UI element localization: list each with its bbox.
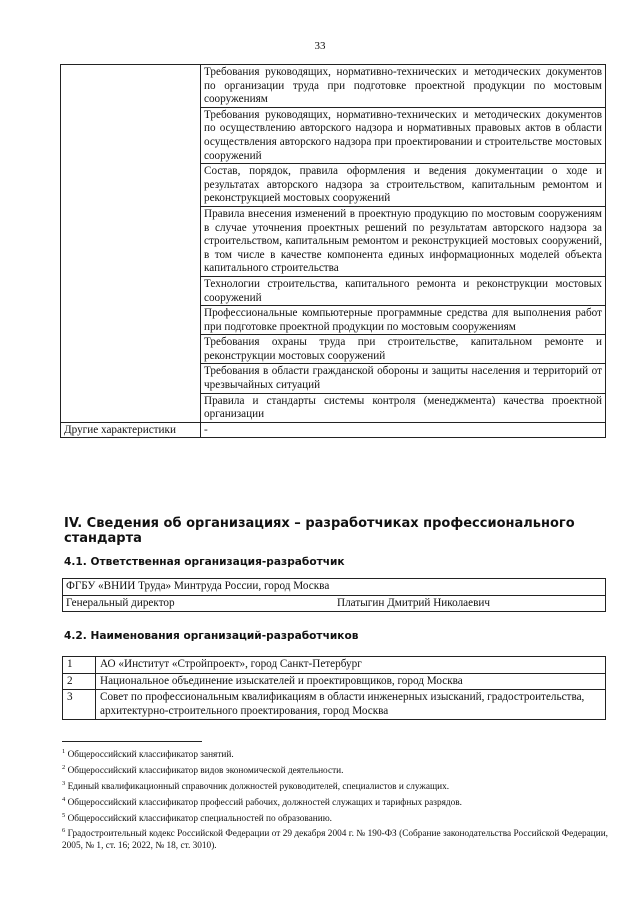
requirement-text: Технологии строительства, капитального ремонта и реконструкции мостовых сооружений [201,276,606,305]
footnotes [62,746,608,853]
table-row [63,690,606,720]
table-row [61,65,606,108]
table-row [63,579,606,596]
footnote-divider [62,741,202,742]
table-row [61,422,606,438]
table-row [63,673,606,690]
section-title: IV. Сведения об организациях – разработчиках профессионального стандарта [64,516,575,546]
developers-table [62,656,606,720]
empty-label-cell [61,65,201,423]
developer-number: 2 [63,673,96,690]
requirement-text: Правила и стандарты системы контроля (менеджмента) качества проектной организации [201,393,606,422]
other-characteristics-value: - [201,422,606,438]
requirement-text: Требования руководящих, нормативно-технических и методических документов по организации труда при подготовке проектной продукции по мостовым сооружениям [201,65,606,108]
table-row [63,657,606,674]
director-name: Платыгин Дмитрий Николаевич [219,595,606,612]
requirements-table [60,64,606,438]
org-name: ФГБУ «ВНИИ Труда» Минтруда России, город Москва [63,579,606,596]
requirement-text: Профессиональные компьютерные программные средства для выполнения работ при подготовке проектной продукции по мостовым сооружениям [201,306,606,335]
developer-name: Совет по профессиональным квалификациям в области инженерных изысканий, градостроительства, архитектурно-строительного проектирования, город Москва [96,690,606,720]
requirement-text: Требования охраны труда при строительстве, капитальном ремонте и реконструкции мостовых сооружений [201,335,606,364]
responsible-org-table [62,578,606,612]
developer-name: Национальное объединение изыскателей и проектировщиков, город Москва [96,673,606,690]
page-number: 33 [314,40,326,52]
other-characteristics-label: Другие характеристики [61,422,201,438]
requirement-text: Требования в области гражданской обороны и защиты населения и территорий от чрезвычайных ситуаций [201,364,606,393]
footnote: $^3$ Единый квалификационный справочник должностей руководителей, специалистов и служащих. [62,779,450,792]
footnote: $^4$ Общероссийский классификатор профессий рабочих, должностей служащих и тарифных разрядов. [62,795,462,808]
developer-number: 1 [63,657,96,674]
requirement-text: Правила внесения изменений в проектную продукцию по мостовым сооружениям в случае уточнения проектных решений по результатам авторского надзора за строительством, капитальным ремонтом и реконструкцией мостовых сооружений, в том числе в качестве компонента единых информационных моделей объекта капитального строительства [201,206,606,276]
table-row [63,595,606,612]
footnote: $^5$ Общероссийский классификатор специальностей по образованию. [62,811,333,824]
developer-name: АО «Институт «Стройпроект», город Санкт-Петербург [96,657,606,674]
requirement-text: Состав, порядок, правила оформления и ведения документации о ходе и результатах авторского надзора за строительством, капитальным ремонтом и реконструкцией мостовых сооружений [201,164,606,207]
footnote: $^1$ Общероссийский классификатор занятий. [62,748,234,761]
footnote: $^2$ Общероссийский классификатор видов экономической деятельности. [62,763,344,776]
director-position: Генеральный директор [63,595,220,612]
footnote: $^6$ Градостроительный кодекс Российской Федерации от 29 декабря 2004 г. № 190-ФЗ (Собрание законодательства Российской Федерации, 2005, № 1, ст. 16; 2022, № 18, ст. 3010). [62,827,608,852]
subsection-title-developers: 4.2. Наименования организаций-разработчиков [64,630,359,642]
subsection-title-responsible: 4.1. Ответственная организация-разработчик [64,556,345,568]
requirement-text: Требования руководящих, нормативно-технических и методических документов по осуществлению авторского надзора и нормативных правовых актов в области осуществления авторского надзора при проектировании и строительстве мостовых сооружений [201,107,606,163]
developer-number: 3 [63,690,96,720]
